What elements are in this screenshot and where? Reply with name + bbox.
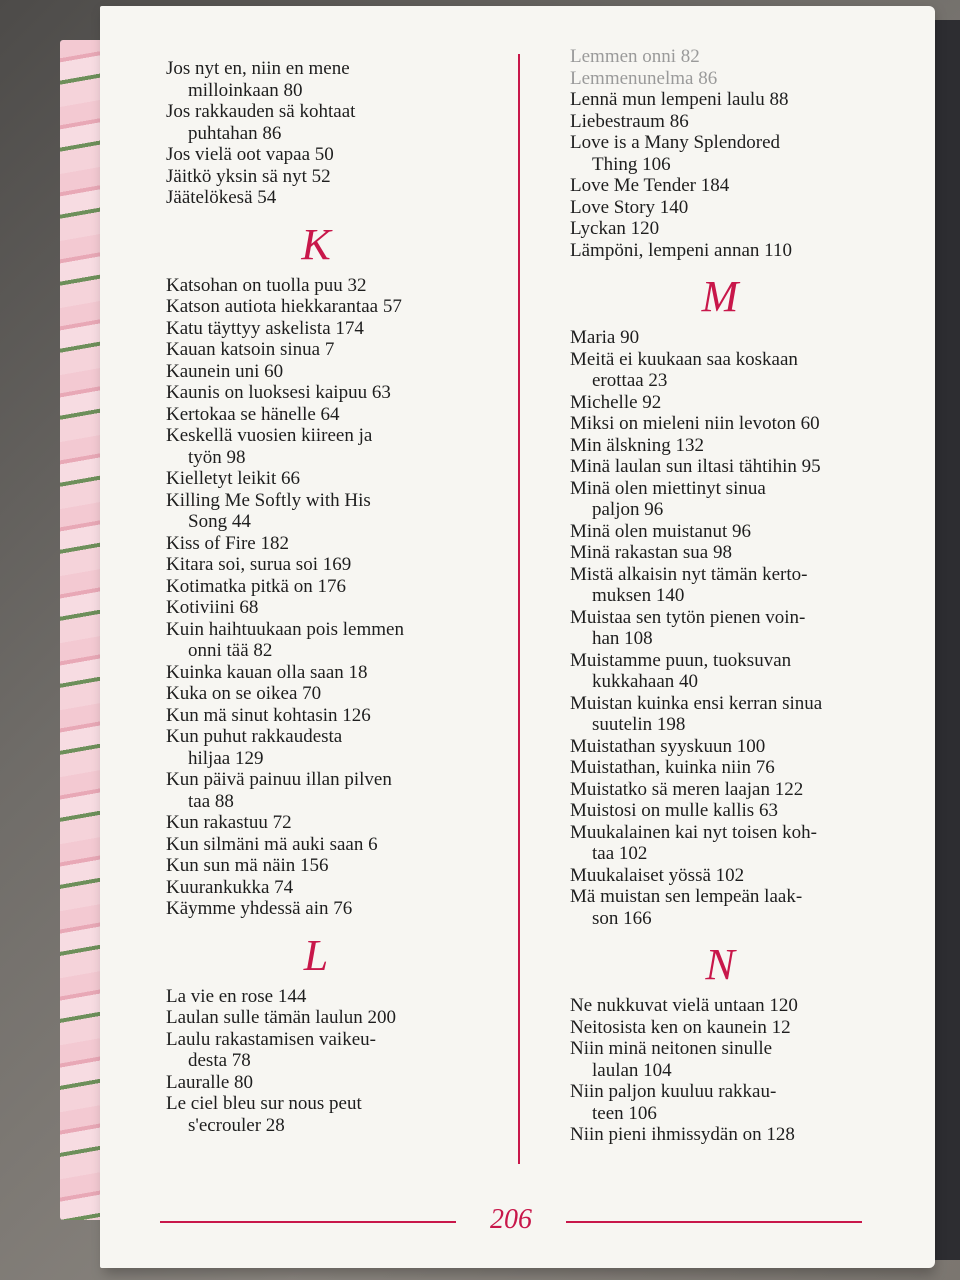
index-entry: Kiss of Fire 182 <box>166 532 289 554</box>
index-entry: Kuinka kauan olla saan 18 <box>166 661 368 683</box>
index-entry: Kaunein uni 60 <box>166 360 284 382</box>
index-entry: Love is a Many Splendored Thing 106 <box>570 132 781 175</box>
index-entry: Kun rakastuu 72 <box>166 812 292 833</box>
index-entry: Minä olen muistanut 96 <box>570 520 752 542</box>
index-entry: Jos vielä oot vapaa 50 <box>166 144 334 165</box>
index-entry: Niin paljon kuuluu rakkau- teen 106 <box>570 1081 777 1124</box>
index-entry: Lemmen onni 82 <box>570 46 700 67</box>
index-entry: Killing Me Softly with His Song 44 <box>166 489 371 532</box>
index-entry: Love Me Tender 184 <box>570 175 730 196</box>
page-number: 206 <box>490 1204 532 1235</box>
column-divider <box>518 54 520 1164</box>
index-entry: Maria 90 <box>570 327 640 348</box>
index-entry: Kun puhut rakkaudesta hiljaa 129 <box>166 726 343 769</box>
index-entry: Minä laulan sun iltasi tähtihin 95 <box>570 456 821 477</box>
index-entry: Jos rakkauden sä kohtaat puhtahan 86 <box>166 101 356 144</box>
index-entry: Muistathan syyskuun 100 <box>570 735 766 757</box>
index-entry: Jos nyt en, niin en mene milloinkaan 80 <box>166 58 350 101</box>
index-entry: Kun päivä painuu illan pilven taa 88 <box>166 769 392 812</box>
index-entry: Muistathan, kuinka niin 76 <box>570 757 775 778</box>
index-entry: Muukalaiset yössä 102 <box>570 864 745 886</box>
letter-heading-n: N <box>705 940 735 989</box>
index-entry: Kuka on se oikea 70 <box>166 683 322 704</box>
letter-heading-l: L <box>303 930 329 980</box>
letter-heading-m: M <box>701 272 739 321</box>
left-column <box>166 58 506 1136</box>
index-entry: Kun sun mä näin 156 <box>166 855 329 876</box>
index-entry: Lemmenunelma 86 <box>570 67 718 89</box>
book-page <box>100 6 935 1268</box>
index-entry: Muistosi on mulle kallis 63 <box>570 800 778 821</box>
index-group-l <box>166 986 506 1137</box>
index-entry: Keskellä vuosien kiireen ja työn 98 <box>166 425 373 468</box>
index-group-j-tail <box>166 58 506 209</box>
index-entry: Jäätelökesä 54 <box>166 187 277 208</box>
index-entry: Neitosista ken on kaunein 12 <box>570 1016 791 1038</box>
index-entry: Kotiviini 68 <box>166 597 259 618</box>
index-entry: Meitä ei kuukaan saa koskaan erottaa 23 <box>570 348 798 391</box>
index-entry: Minä rakastan sua 98 <box>570 542 732 563</box>
index-entry: Katsohan on tuolla puu 32 <box>166 274 367 296</box>
index-entry: Lyckan 120 <box>570 218 660 239</box>
index-entry: Laulu rakastamisen vaikeu- desta 78 <box>166 1028 376 1071</box>
index-entry: Käymme yhdessä ain 76 <box>166 898 353 919</box>
next-page-edge <box>935 20 960 1260</box>
index-entry: Kaunis on luoksesi kaipuu 63 <box>166 382 391 403</box>
index-entry: Love Story 140 <box>570 196 689 218</box>
index-entry: Kuin haihtuukaan pois lemmen onni tää 82 <box>166 618 404 661</box>
index-entry: Muistaa sen tytön pienen voin- han 108 <box>570 606 806 649</box>
index-entry: Muistan kuinka ensi kerran sinua suutelin 198 <box>570 692 823 735</box>
index-entry: Ne nukkuvat vielä untaan 120 <box>570 995 798 1016</box>
index-entry: Muistatko sä meren laajan 122 <box>570 778 804 800</box>
index-entry: Liebestraum 86 <box>570 110 689 132</box>
index-entry: Mä muistan sen lempeän laak- son 166 <box>570 886 803 929</box>
footer-rule-left <box>160 1221 456 1223</box>
index-entry: Kielletyt leikit 66 <box>166 468 301 489</box>
index-group-l-tail <box>570 46 910 261</box>
index-group-n <box>570 995 910 1146</box>
index-entry: Lennä mun lempeni laulu 88 <box>570 89 789 110</box>
index-group-k <box>166 275 506 920</box>
index-group-m <box>570 327 910 929</box>
index-entry: Kauan katsoin sinua 7 <box>166 339 335 360</box>
index-entry: Mistä alkaisin nyt tämän kerto- muksen 140 <box>570 563 808 606</box>
index-entry: La vie en rose 144 <box>166 985 307 1007</box>
index-entry: Lauralle 80 <box>166 1071 254 1093</box>
index-entry: Niin pieni ihmissydän on 128 <box>570 1124 795 1145</box>
index-entry: Kertokaa se hänelle 64 <box>166 403 340 425</box>
index-entry: Kitara soi, surua soi 169 <box>166 554 352 575</box>
letter-heading-k: K <box>301 219 331 269</box>
index-entry: Miksi on mieleni niin levoton 60 <box>570 413 820 434</box>
index-entry: Minä olen miettinyt sinua paljon 96 <box>570 477 766 520</box>
index-entry: Niin minä neitonen sinulle laulan 104 <box>570 1038 773 1081</box>
index-entry: Kuurankukka 74 <box>166 876 294 898</box>
index-entry: Lämpöni, lempeni annan 110 <box>570 239 792 261</box>
index-entry: Muukalainen kai nyt toisen koh- taa 102 <box>570 821 817 864</box>
index-entry: Katu täyttyy askelista 174 <box>166 317 364 339</box>
index-entry: Le ciel bleu sur nous peut s'ecrouler 28 <box>166 1093 362 1136</box>
index-entry: Kun silmäni mä auki saan 6 <box>166 833 378 855</box>
index-entry: Laulan sulle tämän laulun 200 <box>166 1007 397 1028</box>
index-entry: Muistamme puun, tuoksuvan kukkahaan 40 <box>570 649 792 692</box>
index-entry: Michelle 92 <box>570 391 662 413</box>
index-entry: Katson autiota hiekkarantaa 57 <box>166 296 402 317</box>
index-entry: Kotimatka pitkä on 176 <box>166 575 346 597</box>
footer-rule-right <box>566 1221 862 1223</box>
index-entry: Kun mä sinut kohtasin 126 <box>166 704 371 726</box>
index-entry: Jäitkö yksin sä nyt 52 <box>166 165 331 187</box>
index-entry: Min älskning 132 <box>570 434 705 456</box>
right-column <box>570 46 910 1146</box>
